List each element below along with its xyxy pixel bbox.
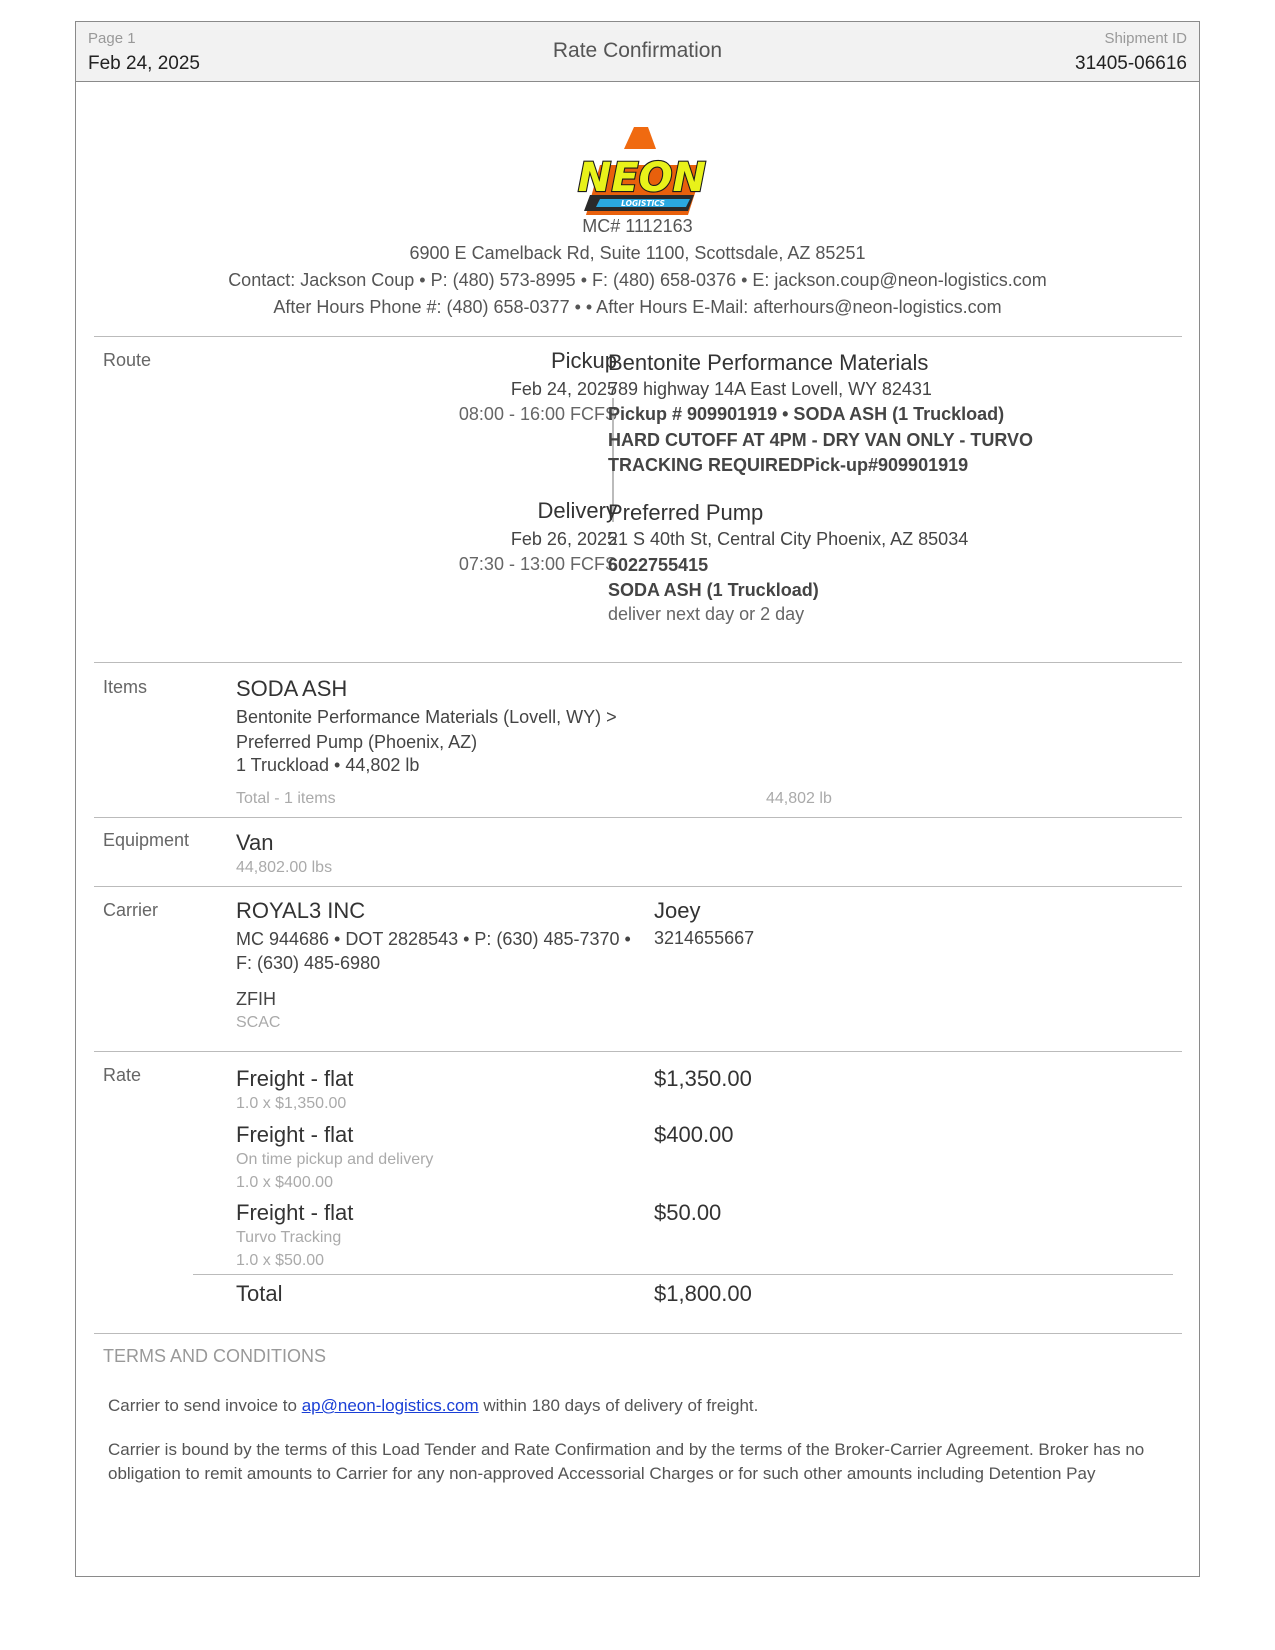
delivery-phone: 6022755415 [608, 555, 709, 575]
rate-line-name: Freight - flat [236, 1200, 354, 1225]
rate-label: Rate [103, 1065, 142, 1085]
page-header [76, 22, 1199, 82]
divider [94, 1051, 1182, 1052]
rate-line-calc: 1.0 x $400.00 [236, 1174, 333, 1191]
carrier-contact-phone: 3214655667 [654, 928, 755, 948]
carrier-label: Carrier [103, 900, 159, 920]
divider [94, 336, 1182, 337]
items-total-label: Total - 1 items [236, 790, 336, 807]
delivery-notes: deliver next day or 2 day [608, 604, 805, 624]
rate-line-name: Freight - flat [236, 1066, 354, 1091]
pickup-heading: Pickup [550, 348, 617, 373]
divider [94, 1333, 1182, 1334]
carrier-contact-name: Joey [654, 898, 701, 923]
carrier-scac-label: SCAC [236, 1014, 281, 1031]
delivery-facility: Preferred Pump [608, 500, 764, 525]
delivery-date: Feb 26, 2025 [510, 529, 617, 549]
pickup-date: Feb 24, 2025 [510, 379, 617, 399]
pickup-notes: HARD CUTOFF AT 4PM - DRY VAN ONLY - TURVO TRACKING REQUIREDPick-up#909901919 [608, 430, 1034, 475]
item-name: SODA ASH [236, 676, 348, 701]
item-quantity: 1 Truckload • 44,802 lb [236, 755, 420, 775]
terms-heading: TERMS AND CONDITIONS [103, 1346, 327, 1366]
rate-line-note: Turvo Tracking [236, 1229, 342, 1246]
route-label: Route [103, 350, 152, 370]
rate-total-label: Total [236, 1281, 283, 1306]
rate-total-amount: $1,800.00 [654, 1281, 752, 1306]
shipment-id: 31405-06616 [1075, 53, 1187, 74]
broker-mc: MC# 1112163 [582, 216, 693, 236]
rate-line-amount: $400.00 [654, 1122, 734, 1147]
terms-text: Carrier to send invoice to [108, 1396, 302, 1415]
page-number: Page 1 [88, 30, 136, 47]
items-label: Items [103, 677, 148, 697]
rate-confirmation-page [75, 21, 1200, 1577]
carrier-details: MC 944686 • DOT 2828543 • P: (630) 485-7370 • F: (630) 485-6980 [236, 929, 631, 973]
rate-line-amount: $1,350.00 [654, 1066, 752, 1091]
equipment-weight: 44,802.00 lbs [236, 859, 333, 876]
equipment-label: Equipment [103, 830, 190, 850]
terms-invoice-paragraph [108, 1394, 1178, 1418]
rate-line-calc: 1.0 x $1,350.00 [236, 1095, 347, 1112]
svg-text:LOGISTICS: LOGISTICS [621, 199, 665, 208]
divider [94, 662, 1182, 663]
equipment-type: Van [236, 830, 274, 855]
pickup-address: 789 highway 14A East Lovell, WY 82431 [608, 379, 932, 399]
delivery-reference: SODA ASH (1 Truckload) [608, 580, 819, 600]
neon-logistics-logo [564, 125, 714, 225]
pickup-time: 08:00 - 16:00 FCFS [458, 404, 617, 424]
broker-contact: Contact: Jackson Coup • P: (480) 573-8995 • F: (480) 658-0376 • E: jackson.coup@neon-logistics.com [228, 270, 1047, 290]
rate-line-note: On time pickup and delivery [236, 1151, 434, 1168]
pickup-reference: Pickup # 909901919 • SODA ASH (1 Truckload) [608, 404, 1005, 424]
items-total-weight: 44,802 lb [766, 790, 832, 807]
delivery-heading: Delivery [537, 498, 617, 523]
carrier-name: ROYAL3 INC [236, 898, 366, 923]
svg-text:NEON: NEON [577, 155, 707, 201]
delivery-time: 07:30 - 13:00 FCFS [458, 554, 617, 574]
terms-agreement-paragraph: Carrier is bound by the terms of this Load Tender and Rate Confirmation and by the terms of the Broker-Carrier Agreement. Broker has no obligation to remit amounts to Carrier for any non-approved Accessorial Charges or for such other amounts including Detention Pay [108, 1440, 1145, 1483]
divider [94, 886, 1182, 887]
rate-line-amount: $50.00 [654, 1200, 722, 1225]
pickup-facility: Bentonite Performance Materials [608, 350, 929, 375]
rate-line-calc: 1.0 x $50.00 [236, 1252, 325, 1269]
rate-line-name: Freight - flat [236, 1122, 354, 1147]
invoice-email-link[interactable]: ap@neon-logistics.com [301, 1396, 479, 1415]
page-title: Rate Confirmation [552, 39, 723, 62]
broker-after-hours: After Hours Phone #: (480) 658-0377 • • After Hours E-Mail: afterhours@neon-logistics.com [273, 297, 1002, 317]
delivery-address: 21 S 40th St, Central City Phoenix, AZ 85034 [608, 529, 969, 549]
carrier-scac-value: ZFIH [236, 989, 276, 1009]
divider [94, 817, 1182, 818]
broker-address: 6900 E Camelback Rd, Suite 1100, Scottsdale, AZ 85251 [409, 243, 866, 263]
terms-text: within 180 days of delivery of freight. [478, 1396, 759, 1415]
rate-total-divider [193, 1274, 1173, 1275]
shipment-id-label: Shipment ID [1104, 30, 1187, 47]
item-lane: Bentonite Performance Materials (Lovell, WY) > Preferred Pump (Phoenix, AZ) [236, 707, 617, 752]
header-date: Feb 24, 2025 [88, 53, 200, 74]
